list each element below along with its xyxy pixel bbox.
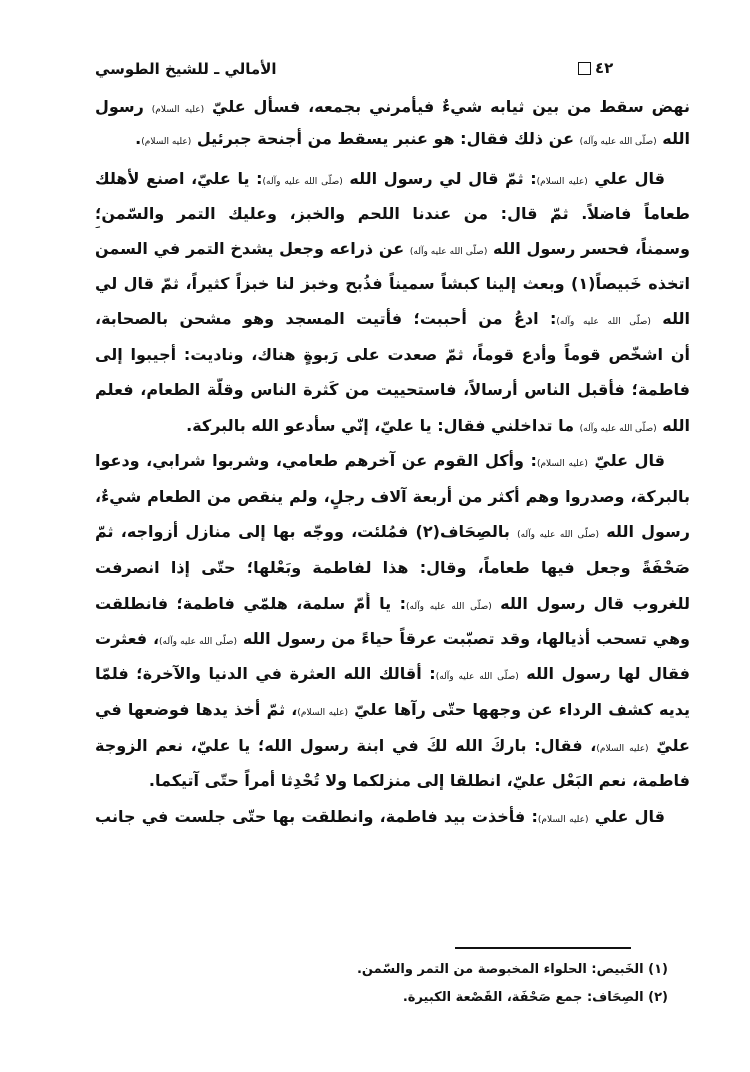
text-segment: ، فقال: باركَ الله لكَ في ابنة رسول الله؛ يا عليّ، نعم الزوجة — [95, 736, 597, 755]
page-number-block — [578, 59, 613, 77]
honorific: (صلّى الله عليه وآله) — [579, 137, 657, 147]
text-segment: الله — [650, 309, 690, 328]
text-segment: الله — [656, 129, 690, 148]
text-line — [95, 698, 690, 724]
text-segment: قال علي — [588, 807, 665, 826]
text-line — [95, 769, 690, 795]
text-segment: عن ذلك فقال: هو عنبر يسقط من أجنحة جبرئيل — [191, 129, 580, 148]
honorific: (صلّى الله عليه وآله) — [262, 177, 343, 187]
text-segment: الله — [656, 416, 690, 435]
honorific: (صلّى الله عليه وآله) — [406, 602, 492, 612]
square-ornament-icon — [578, 62, 591, 75]
text-segment: أن اشخّص قوماً وأدع قوماً، ثمّ صعدت على رَبوةٍ هناك، وناديت: أجيبوا إلى — [95, 345, 690, 364]
text-segment: فاطمة؛ فأقبل الناس أرسالاً، فاستحييت من كَثرة الناس وقلّة الطعام، فعلم — [95, 380, 690, 399]
text-segment: : يا أُمّ سلمة، هلمّي فاطمة؛ فانطلقت — [95, 594, 407, 613]
text-segment: طعاماً فاضلاً. ثمّ قال: من عندنا اللحم والخبز، وعليك التمر والسّمن؛ — [95, 204, 690, 223]
text-segment: : ثمّ قال لي رسول الله — [342, 169, 537, 188]
text-segment: : ادعُ من أحببت؛ فأتيت المسجد وهو مشحن بالصحابة، — [95, 309, 557, 328]
text-segment: : يا عليّ، اصنع لأهلك — [95, 169, 263, 188]
text-line — [95, 95, 690, 121]
honorific: (صلّى الله عليه وآله) — [435, 672, 519, 682]
text-segment: اتخذه خَبيصاً(١) وبعث إلينا كبشاً سميناً فذُبح وخبز لنا خبزاً كثيراً، ثمّ قال لي — [95, 274, 690, 293]
text-line — [95, 449, 665, 475]
honorific: (عليه السلام) — [536, 459, 588, 469]
text-segment: : أقالك الله العثرة في الدنيا والآخرة؛ فلمّا — [95, 664, 436, 683]
text-line — [95, 592, 690, 618]
text-segment: رسول — [95, 97, 152, 116]
honorific: (عليه السلام) — [536, 177, 588, 187]
honorific: (صلّى الله عليه وآله) — [409, 247, 488, 257]
text-segment: بالبركة، وصدروا وهم أكثر من أربعة آلاف رجلٍ، ولم ينقص من الطعام شيءٌ، — [95, 487, 690, 506]
text-line — [95, 202, 690, 228]
text-segment: رسول الله — [599, 522, 690, 541]
text-line — [95, 237, 690, 263]
text-line — [95, 556, 690, 582]
text-segment: ، ثمّ أخذ يدها فوضعها في — [95, 700, 298, 719]
honorific: (صلّى الله عليه وآله) — [159, 637, 238, 647]
text-segment: عليّ — [648, 736, 690, 755]
text-segment: : وأكل القوم عن آخرهم طعامي، وشربوا شرابي، ودعوا — [95, 451, 537, 470]
footnote: (١) الخَبيص: الحلواء المخبوصة من التمر والسّمن. — [356, 962, 668, 977]
text-line — [95, 378, 690, 404]
text-segment: فقال لها رسول الله — [518, 664, 690, 683]
text-line — [95, 272, 690, 298]
text-segment: : فأخذت بيد فاطمة، وانطلقت بها حتّى جلست في جانب — [95, 807, 538, 826]
text-line — [95, 167, 665, 193]
text-line — [95, 414, 690, 440]
honorific: (عليه السلام) — [141, 137, 192, 147]
text-line — [95, 734, 690, 760]
text-segment: وسمناً، فحسر رسول الله — [487, 239, 690, 258]
text-segment: ما تداخلني فقال: يا عليّ، إنّي سأدعو الله بالبركة. — [186, 416, 580, 435]
text-segment: وهي تسحب أذيالها، وقد تصبّبت عرقاً حياءً من رسول الله — [237, 629, 690, 648]
text-line — [95, 343, 690, 369]
text-segment: نهض سقط من بين ثيابه شيءٌ فيأمرني بجمعه، فسأل عليّ — [204, 97, 690, 116]
text-segment: ، فعثرت — [95, 629, 160, 648]
text-segment: للغروب قال رسول الله — [491, 594, 690, 613]
text-line — [95, 805, 665, 831]
honorific: (صلّى الله عليه وآله) — [579, 424, 657, 434]
book-title: الأمالي ـ للشيخ الطوسي — [95, 60, 277, 78]
footnote-divider — [455, 947, 631, 949]
text-segment: قال عليّ — [587, 451, 665, 470]
text-segment: قال علي — [587, 169, 665, 188]
honorific: (عليه السلام) — [151, 105, 205, 115]
honorific: (صلّى الله عليه وآله) — [517, 530, 600, 540]
text-line — [95, 662, 690, 688]
honorific: (عليه السلام) — [297, 708, 348, 718]
text-segment: يديه كشف الرداء عن وجهها حتّى رآها عليّ — [348, 700, 690, 719]
text-line — [95, 127, 690, 153]
text-segment: . — [135, 129, 142, 148]
honorific: (صلّى الله عليه وآله) — [556, 317, 651, 327]
honorific: (عليه السلام) — [596, 744, 649, 754]
text-line — [95, 307, 690, 333]
text-segment: عن ذراعه وجعل يشدخ التمر في السمن — [95, 239, 405, 258]
text-segment: بالصِحَاف(٢) فمُلئت، ووجّه بها إلى منازل أزواجه، ثمّ — [95, 522, 510, 541]
honorific: (عليه السلام) — [537, 815, 589, 825]
text-line — [95, 520, 690, 546]
footnote: (٢) الصِحَاف: جمع صَحْفَة، القَصْعة الكبيرة. — [402, 990, 668, 1005]
text-line — [95, 485, 690, 511]
text-line — [95, 627, 690, 653]
page-number: ٤٢ — [595, 59, 614, 77]
text-segment: فاطمة، نعم البَعْل عليّ، انطلقا إلى منزلكما ولا تُحْدِثا أمراً حتّى آتيكما. — [148, 771, 690, 790]
text-segment: صَحْفَةً وجعل فيها طعاماً، وقال: هذا لفاطمة وبَعْلها؛ حتّى إذا انصرفت — [95, 558, 690, 577]
